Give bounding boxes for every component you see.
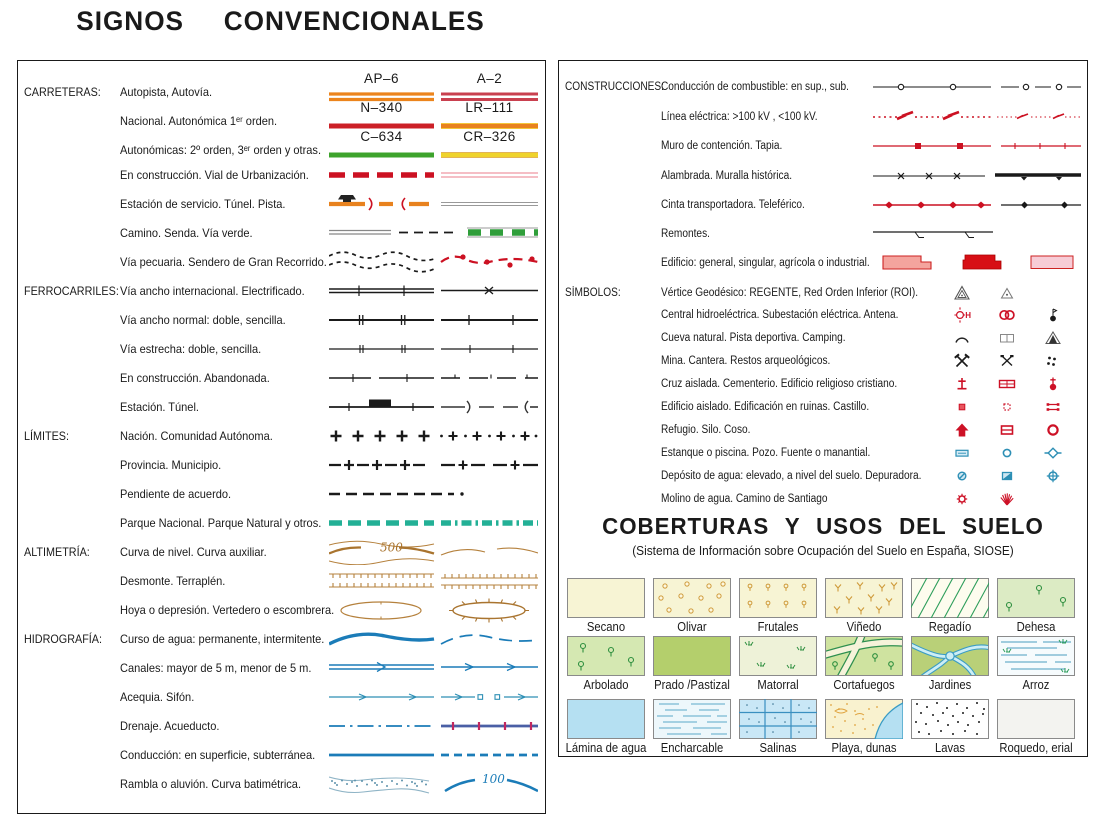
legend-row-pendiente: [18, 481, 545, 507]
castillo-icon: [1044, 398, 1062, 416]
silo-icon: [998, 421, 1016, 439]
landcover-cell: [653, 699, 731, 755]
row-description: Curso de agua: permanente, intermitente.: [120, 632, 325, 646]
landcover-cell: [997, 578, 1075, 634]
pozo-icon: [998, 444, 1016, 462]
legend-row-viapecuaria-gr: [18, 249, 545, 275]
legend-row-remontes: [559, 221, 1087, 247]
legend-row-fc-estrecha: [18, 336, 545, 362]
frutales-swatch: [739, 578, 817, 618]
section-label-limites: LÍMITES:: [24, 429, 70, 443]
row-description: Central hidroeléctrica. Subestación eléctrica. Antena.: [661, 309, 899, 321]
fc-construccion-abandonada-symbol: [329, 365, 538, 391]
row-description: Pendiente de acuerdo.: [120, 487, 232, 501]
fc-estacion-tunel-symbol: [329, 394, 538, 420]
cueva-icon: [953, 329, 971, 347]
autonomicas-symbol: [329, 148, 538, 163]
deposito-elevado-icon: [953, 467, 971, 485]
ruinas-icon: [998, 398, 1016, 416]
landcover-label: Lavas: [934, 741, 966, 755]
row-description: Nación. Comunidad Autónoma.: [120, 429, 273, 443]
depuradora-icon: [1044, 467, 1062, 485]
combustible-symbol: [873, 74, 1081, 100]
row-description: Drenaje. Acueducto.: [120, 719, 220, 733]
legend-row-estacion-tunel-pista: [18, 191, 545, 217]
legend-row-hoya-vertedero: [18, 597, 545, 623]
salinas-swatch: [739, 699, 817, 739]
cortafuegos-swatch: [825, 636, 903, 676]
encharcable-swatch: [653, 699, 731, 739]
regadio-swatch: [911, 578, 989, 618]
desmonte-terraplen-symbol: [329, 568, 538, 594]
landcover-cell: [997, 636, 1075, 692]
road-code: A–2: [476, 71, 503, 86]
legend-row-fc-construccion: [18, 365, 545, 391]
legend-row-limite-provincia: [18, 452, 545, 478]
mina-icon: [953, 352, 971, 370]
canales-symbol: [329, 655, 538, 681]
landcover-label: Salinas: [759, 741, 797, 755]
row-description: En construcción. Abandonada.: [120, 371, 270, 385]
pendiente-acuerdo-symbol: [329, 481, 538, 507]
landcover-cell: [997, 699, 1075, 755]
pista-deportiva-icon: [998, 329, 1016, 347]
prado-swatch: [653, 636, 731, 676]
parque-nacional-natural-symbol: [329, 510, 538, 536]
section-label-altimetria: ALTIMETRÍA:: [24, 545, 90, 559]
cruz-aislada-icon: [953, 375, 971, 393]
drenaje-acueducto-symbol: [329, 713, 538, 739]
landcover-label: Matorral: [757, 678, 799, 692]
cantera-icon: [998, 352, 1016, 370]
landcover-label: Lámina de agua: [565, 741, 647, 755]
lamina-agua-swatch: [567, 699, 645, 739]
hoya-vertedero-symbol: [329, 597, 538, 624]
row-description: Vía ancho internacional. Electrificado.: [120, 284, 305, 298]
row-description: Curva de nivel. Curva auxiliar.: [120, 545, 267, 559]
row-description: Remontes.: [661, 228, 710, 240]
landcover-label: Arbolado: [583, 678, 629, 692]
road-code: N–340: [360, 100, 403, 115]
row-description: Acequia. Sifón.: [120, 690, 195, 704]
legend-row-cinta-teleferico: [559, 192, 1087, 218]
row-description: Estanque o piscina. Pozo. Fuente o manantial.: [661, 447, 871, 459]
section-label-construcciones: CONSTRUCCIONES:: [565, 81, 664, 93]
row-description: Alambrada. Muralla histórica.: [661, 170, 793, 182]
legend-row-alambrada-muralla: [559, 163, 1087, 189]
row-description: Provincia. Municipio.: [120, 458, 222, 472]
dehesa-swatch: [997, 578, 1075, 618]
secano-swatch: [567, 578, 645, 618]
row-description: Rambla o aluvión. Curva batimétrica.: [120, 777, 302, 791]
row-description: Edificio aislado. Edificación en ruinas. Castillo.: [661, 401, 870, 413]
camino-senda-viaverde-symbol: [329, 220, 538, 246]
row-description: Mina. Cantera. Restos arqueológicos.: [661, 355, 831, 367]
landcover-label: Jardines: [928, 678, 972, 692]
arbolado-swatch: [567, 636, 645, 676]
acequia-sifon-symbol: [329, 684, 538, 710]
legend-row-combustible: [559, 74, 1087, 100]
camino-santiago-icon: [998, 490, 1016, 508]
row-description: Refugio. Silo. Coso.: [661, 424, 751, 436]
landcover-label: Regadío: [928, 620, 972, 634]
depth-value-label: 100: [482, 772, 505, 786]
legend-row-canales: [18, 655, 545, 681]
curva-nivel-symbol: [329, 539, 538, 565]
landcover-cell: [911, 636, 989, 692]
antena-icon: [1044, 306, 1062, 324]
vinedo-swatch: [825, 578, 903, 618]
legend-row-construccion-vial: [18, 162, 545, 188]
deposito-suelo-icon: [998, 467, 1016, 485]
row-description: Vía estrecha: doble, sencilla.: [120, 342, 262, 356]
lavas-swatch: [911, 699, 989, 739]
legend-row-limite-nacion: [18, 423, 545, 449]
right-panel: [558, 60, 1088, 757]
subestacion-icon: [998, 306, 1016, 324]
landcover-cell: [567, 578, 645, 634]
contour-value-label: 500: [380, 540, 403, 555]
landcover-cell: [825, 636, 903, 692]
limite-nacion-comunidad-symbol: [329, 423, 538, 449]
refugio-icon: [953, 421, 971, 439]
landcover-cell: [911, 699, 989, 755]
linea-electrica-symbol: [873, 104, 1081, 130]
row-description: Nacional. Autonómica 1ᵉʳ orden.: [120, 114, 278, 128]
edificio-religioso-icon: [1044, 375, 1062, 393]
edificio-symbol: [873, 250, 1081, 276]
landcover-label: Dehesa: [1016, 620, 1056, 634]
landcover-cell: [653, 636, 731, 692]
legend-row-linea-electrica: [559, 104, 1087, 130]
row-description: Línea eléctrica: >100 kV , <100 kV.: [661, 111, 818, 123]
row-description: Cruz aislada. Cementerio. Edificio religioso cristiano.: [661, 378, 898, 390]
limite-provincia-municipio-symbol: [329, 452, 538, 478]
landcover-cell: [567, 699, 645, 755]
viapecuaria-gr-symbol: [329, 249, 538, 275]
playa-dunas-swatch: [825, 699, 903, 739]
landcover-label: Playa, dunas: [831, 741, 897, 755]
section-label-hidrografia: HIDROGRAFÍA:: [24, 632, 103, 646]
section-label-simbolos: SÍMBOLOS:: [565, 287, 621, 299]
coso-icon: [1044, 421, 1062, 439]
legend-row-conduccion: [18, 742, 545, 768]
legend-row-curso-agua: [18, 626, 545, 652]
jardines-swatch: [911, 636, 989, 676]
landcover-cell: [739, 636, 817, 692]
row-description: Camino. Senda. Vía verde.: [120, 226, 253, 240]
legend-row-parque: [18, 510, 545, 536]
coberturas-subtitle: (Sistema de Información sobre Ocupación del Suelo en España, SIOSE): [632, 544, 1014, 558]
central-hidroelectrica-icon: [953, 306, 971, 324]
legend-row-acequia-sifon: [18, 684, 545, 710]
camping-icon: [1044, 329, 1062, 347]
landcover-label: Frutales: [757, 620, 799, 634]
legend-row-muro-tapia: [559, 133, 1087, 159]
muro-tapia-symbol: [873, 133, 1081, 159]
landcover-cell: [911, 578, 989, 634]
legend-row-fc-internacional: [18, 278, 545, 304]
landcover-label: Roquedo, erial: [999, 741, 1073, 755]
landcover-label: Prado /Pastizal: [654, 678, 730, 692]
landcover-cell: [653, 578, 731, 634]
road-code: AP–6: [363, 71, 400, 86]
rambla-batimetrica-symbol: [329, 771, 538, 798]
road-code: LR–111: [465, 100, 514, 115]
row-description: Estación de servicio. Túnel. Pista.: [120, 197, 286, 211]
row-description: Molino de agua. Camino de Santiago: [661, 493, 828, 505]
estanque-piscina-icon: [953, 444, 971, 462]
fc-internacional-symbol: [329, 278, 538, 304]
row-description: Vía ancho normal: doble, sencilla.: [120, 313, 286, 327]
svg-text:H: H: [965, 311, 971, 320]
fc-normal-symbol: [329, 307, 538, 333]
landcover-label: Viñedo: [846, 620, 882, 634]
landcover-cell: [825, 578, 903, 634]
row-description: Conducción: en superficie, subterránea.: [120, 748, 316, 762]
arroz-swatch: [997, 636, 1075, 676]
legend-row-fc-normal: [18, 307, 545, 333]
curso-agua-symbol: [329, 626, 538, 652]
legend-row-camino-senda: [18, 220, 545, 246]
legend-row-rambla-batimetrica: [18, 771, 545, 797]
road-code: CR–326: [463, 129, 516, 144]
cementerio-icon: [998, 375, 1016, 393]
fuente-icon: [1044, 444, 1062, 462]
fc-estrecha-symbol: [329, 336, 538, 362]
row-description: Autopista, Autovía.: [120, 85, 213, 99]
vertice-roi-icon: [998, 284, 1016, 302]
page-title: SIGNOS CONVENCIONALES: [76, 6, 485, 36]
legend-row-autonomicas: [18, 129, 545, 163]
road-code: C–634: [360, 129, 403, 144]
legend-row-fc-estacion-tunel: [18, 394, 545, 420]
olivar-swatch: [653, 578, 731, 618]
landcover-cell: [739, 699, 817, 755]
estacion-servicio-tunel-pista-symbol: [329, 191, 538, 217]
row-description: Hoya o depresión. Vertedero o escombrera.: [120, 603, 335, 617]
coberturas-title: COBERTURAS Y USOS DEL SUELO: [602, 513, 1044, 539]
row-description: Cueva natural. Pista deportiva. Camping.: [661, 332, 846, 344]
landcover-label: Cortafuegos: [833, 678, 895, 692]
row-description: Desmonte. Terraplén.: [120, 574, 226, 588]
row-description: Cinta transportadora. Teleférico.: [661, 199, 805, 211]
edificio-aislado-icon: [953, 398, 971, 416]
roquedo-swatch: [997, 699, 1075, 739]
restos-arqueologicos-icon: [1044, 352, 1062, 370]
landcover-cell: [825, 699, 903, 755]
landcover-label: Olivar: [677, 620, 707, 634]
legend-row-curvas-nivel: [18, 539, 545, 565]
left-panel: [17, 60, 546, 814]
section-label-carreteras: CARRETERAS:: [24, 85, 101, 99]
row-description: Depósito de agua: elevado, a nivel del suelo. Depuradora.: [661, 470, 922, 482]
row-description: Parque Nacional. Parque Natural y otros.: [120, 516, 322, 530]
legend-row-edificio: [559, 250, 1087, 276]
conduccion-symbol: [329, 742, 538, 768]
landcover-label: Encharcable: [660, 741, 724, 755]
row-description: Conducción de combustible: en sup., sub.: [661, 81, 849, 93]
matorral-swatch: [739, 636, 817, 676]
row-description: Edificio: general, singular, agrícola o industrial.: [661, 257, 870, 269]
row-description: En construcción. Vial de Urbanización.: [120, 168, 309, 182]
landcover-label: Secano: [586, 620, 626, 634]
remontes-symbol: [873, 221, 1081, 247]
construccion-vial-symbol: [329, 162, 538, 188]
vertice-regente-icon: [953, 284, 971, 302]
row-description: Estación. Túnel.: [120, 400, 199, 414]
row-description: Autonómicas: 2º orden, 3ᵉʳ orden y otras.: [120, 143, 322, 157]
section-label-ferrocarriles: FERROCARRILES:: [24, 284, 119, 298]
row-description: Vértice Geodésico: REGENTE, Red Orden Inferior (ROI).: [661, 287, 919, 299]
row-description: Canales: mayor de 5 m, menor de 5 m.: [120, 661, 312, 675]
landcover-cell: [739, 578, 817, 634]
row-description: Vía pecuaria. Sendero de Gran Recorrido.: [120, 255, 327, 269]
molino-agua-icon: [953, 490, 971, 508]
row-description: Muro de contención. Tapia.: [661, 140, 783, 152]
legend-row-desmonte: [18, 568, 545, 594]
alambrada-muralla-symbol: [873, 163, 1081, 189]
legend-row-drenaje-acueducto: [18, 713, 545, 739]
landcover-label: Arroz: [1022, 678, 1050, 692]
landcover-cell: [567, 636, 645, 692]
cinta-teleferico-symbol: [873, 192, 1081, 218]
